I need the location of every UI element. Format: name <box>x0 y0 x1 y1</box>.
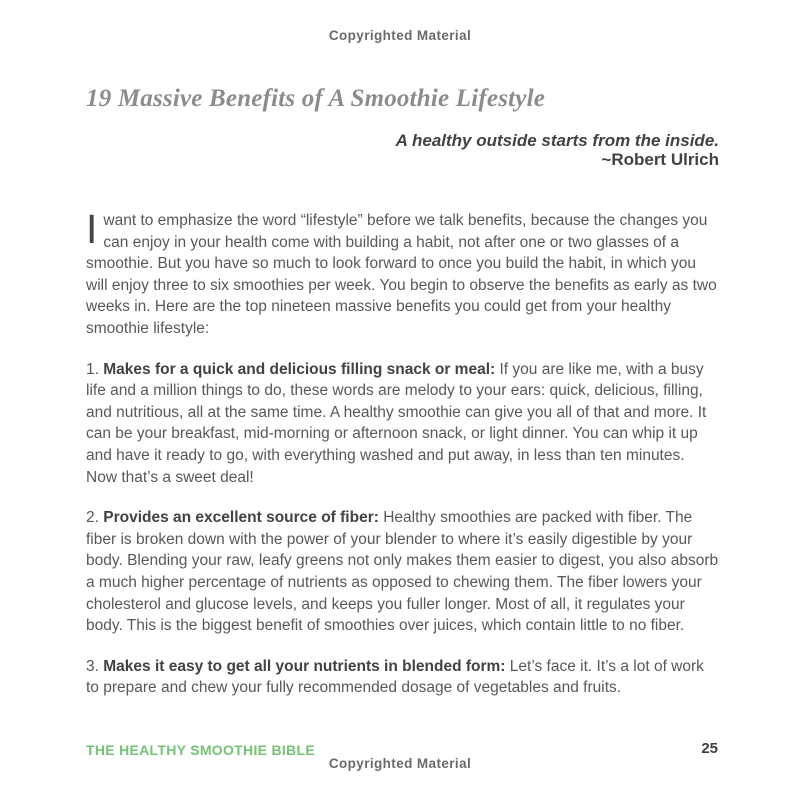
benefit-body: Healthy smoothies are packed with fiber. The fiber is broken down with the power of your blender to where it’s easily digestible by your body. Blending your raw, leafy greens not only makes them easier to digest, you also absorb a much higher percentage of nutrients as opposed to chewing them. The fiber lowers your cholesterol and glucose levels, and keeps you fuller longer. Most of all, it regulates your body. This is the biggest benefit of smoothies over juices, which contain little to no fiber. <box>86 509 719 635</box>
page-number: 25 <box>701 740 718 757</box>
benefit-item-3 <box>86 656 719 699</box>
copyright-header: Copyrighted Material <box>328 28 472 43</box>
epigraph-quote: A healthy outside starts from the inside. <box>395 131 719 150</box>
copyright-footer: Copyrighted Material <box>328 756 472 771</box>
benefit-title: Makes for a quick and delicious filling snack or meal: <box>103 360 496 378</box>
footer-book-title: THE HEALTHY SMOOTHIE BIBLE <box>86 742 315 758</box>
intro-text: want to emphasize the word “lifestyle” before we talk benefits, because the changes you can enjoy in your health come with building a habit, not after one or two glasses of a smoothie. But you have so much to look forward to once you build the habit, in which you will enjoy three to six smoothies per week. You begin to observe the benefits as early as two weeks in. Here are the top nineteen massive benefits you could get from your healthy smoothie lifestyle: <box>86 212 717 337</box>
epigraph <box>86 131 719 169</box>
chapter-title: 19 Massive Benefits of A Smoothie Lifestyle <box>86 85 546 112</box>
intro-paragraph <box>86 206 719 340</box>
epigraph-attribution: ~Robert Ulrich <box>601 150 719 169</box>
benefit-number: 1. <box>86 360 99 378</box>
benefit-body: Let’s face it. It’s a lot of work to prepare and chew your fully recommended dosage of vegetables and fruits. <box>86 657 704 697</box>
benefit-body: If you are like me, with a busy life and a million things to do, these words are melody to your ears: quick, delicious, filling, and nutritious, all at the same time. A healthy smoothie can give you all of that and more. It can be your breakfast, mid-morning or afternoon snack, or light dinner. You can whip it up and have it ready to go, with everything washed and put away, in less than ten minutes. Now that’s a sweet deal! <box>86 360 707 486</box>
dropcap-letter: I <box>86 206 98 252</box>
benefit-title: Provides an excellent source of fiber: <box>103 509 379 527</box>
page-content <box>86 0 719 699</box>
benefit-number: 2. <box>86 509 99 527</box>
benefit-item-2 <box>86 507 719 637</box>
benefit-item-1 <box>86 359 719 489</box>
benefit-title: Makes it easy to get all your nutrients in blended form: <box>103 657 506 675</box>
benefit-number: 3. <box>86 657 99 675</box>
